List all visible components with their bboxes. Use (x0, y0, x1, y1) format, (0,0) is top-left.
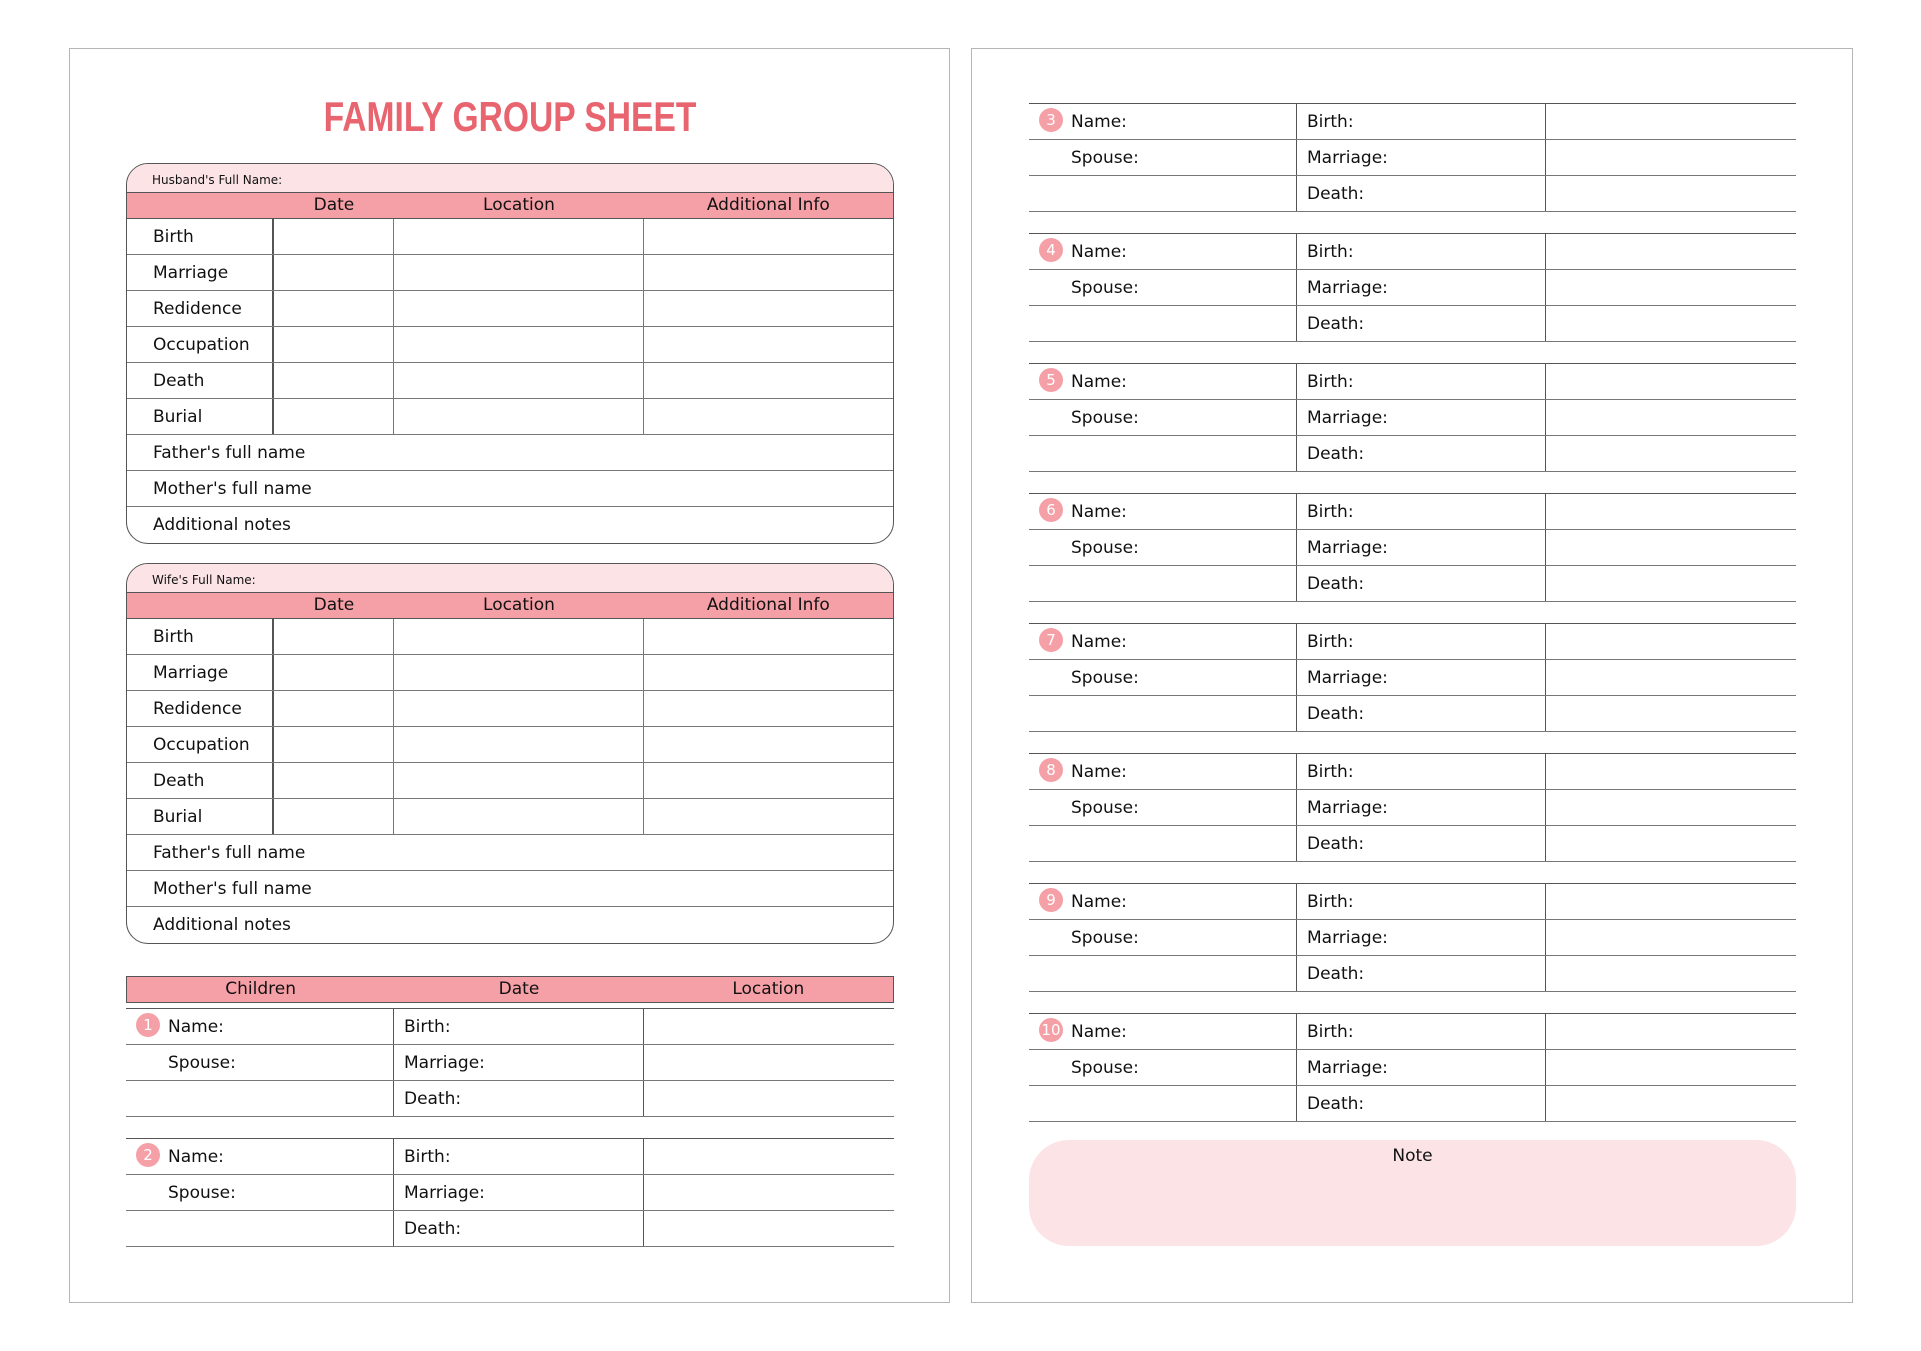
child-name-cell[interactable] (1029, 884, 1297, 919)
children-header-2: Location (732, 979, 805, 999)
wife-wide-row[interactable] (127, 907, 893, 943)
wife-row-birth (127, 619, 893, 655)
husband-row-label: Occupation (127, 327, 274, 362)
child-name-cell[interactable] (1029, 494, 1297, 529)
child-blank-cell[interactable] (1029, 306, 1297, 341)
wife-header-2: Additional Info (706, 595, 830, 615)
wife-cell[interactable] (394, 691, 643, 726)
child-number-badge: 8 (1039, 758, 1063, 782)
husband-cell[interactable] (274, 327, 395, 362)
child-value-cell[interactable] (1546, 566, 1796, 601)
child-number-badge: 1 (136, 1013, 160, 1037)
child-value-cell[interactable] (1546, 176, 1796, 211)
children-header-1: Date (498, 979, 540, 999)
child-row (1029, 1014, 1796, 1050)
child-marriage-label: Marriage: (1307, 1058, 1388, 1078)
husband-row-marriage (127, 255, 893, 291)
child-spouse-label: Spouse: (1071, 1058, 1139, 1078)
husband-row-label: Marriage (127, 255, 274, 290)
child-row (1029, 364, 1796, 400)
child-spouse-cell[interactable] (1029, 790, 1297, 825)
child-row (1029, 826, 1796, 862)
child-death-label: Death: (404, 1089, 462, 1109)
child-birth-cell[interactable] (394, 1139, 644, 1174)
husband-cell[interactable] (394, 219, 643, 254)
wife-cell[interactable] (644, 619, 893, 654)
child-value-cell[interactable] (1546, 826, 1796, 861)
children-header-0: Children (225, 979, 297, 999)
wife-header-row (127, 593, 893, 619)
child-value-cell[interactable] (1546, 530, 1796, 565)
wife-section (126, 563, 894, 944)
child-blank-cell[interactable] (1029, 826, 1297, 861)
child-value-cell[interactable] (1546, 790, 1796, 825)
child-value-cell[interactable] (1546, 270, 1796, 305)
child-entry-4 (1029, 233, 1796, 342)
child-death-cell[interactable] (1297, 306, 1546, 341)
child-name-label: Name: (168, 1017, 224, 1037)
child-birth-label: Birth: (1307, 632, 1354, 652)
husband-name-label: Husband's Full Name: (152, 173, 283, 187)
husband-wide-label: Mother's full name (153, 479, 312, 499)
wife-cell[interactable] (644, 691, 893, 726)
child-number-badge: 7 (1039, 628, 1063, 652)
child-value-cell[interactable] (1546, 1014, 1796, 1049)
child-spouse-label: Spouse: (1071, 408, 1139, 428)
child-birth-cell[interactable] (1297, 364, 1546, 399)
child-death-cell[interactable] (1297, 436, 1546, 471)
husband-row-label: Burial (127, 399, 274, 434)
wife-wide-label: Additional notes (153, 915, 291, 935)
child-blank-cell[interactable] (126, 1211, 394, 1246)
husband-cell[interactable] (274, 255, 395, 290)
husband-row-redidence (127, 291, 893, 327)
child-death-cell[interactable] (1297, 696, 1546, 731)
child-row (1029, 660, 1796, 696)
child-value-cell[interactable] (644, 1175, 894, 1210)
child-marriage-cell[interactable] (394, 1045, 644, 1080)
child-value-cell[interactable] (1546, 1086, 1796, 1121)
child-birth-label: Birth: (404, 1017, 451, 1037)
child-value-cell[interactable] (1546, 104, 1796, 139)
child-name-label: Name: (1071, 112, 1127, 132)
child-marriage-cell[interactable] (1297, 140, 1546, 175)
wife-header-blank (127, 593, 274, 618)
child-spouse-cell[interactable] (1029, 140, 1297, 175)
husband-cell[interactable] (274, 399, 395, 434)
husband-cell[interactable] (274, 219, 395, 254)
wife-row-label: Burial (127, 799, 274, 834)
wife-header-0: Date (313, 595, 355, 615)
wife-cell[interactable] (274, 727, 395, 762)
child-spouse-cell[interactable] (126, 1045, 394, 1080)
child-birth-label: Birth: (1307, 502, 1354, 522)
child-marriage-label: Marriage: (1307, 928, 1388, 948)
child-birth-label: Birth: (1307, 1022, 1354, 1042)
child-value-cell[interactable] (1546, 920, 1796, 955)
child-blank-cell[interactable] (1029, 566, 1297, 601)
child-value-cell[interactable] (1546, 436, 1796, 471)
page-title: FAMILY GROUP SHEET (323, 93, 696, 140)
husband-cell[interactable] (274, 291, 395, 326)
child-value-cell[interactable] (1546, 1050, 1796, 1085)
child-value-cell[interactable] (644, 1139, 894, 1174)
child-name-label: Name: (1071, 372, 1127, 392)
child-value-cell[interactable] (1546, 400, 1796, 435)
child-row (1029, 566, 1796, 602)
child-name-label: Name: (1071, 892, 1127, 912)
child-value-cell[interactable] (1546, 494, 1796, 529)
wife-row-label: Redidence (127, 691, 274, 726)
wife-cell[interactable] (644, 655, 893, 690)
child-birth-label: Birth: (1307, 242, 1354, 262)
husband-row-occupation (127, 327, 893, 363)
child-value-cell[interactable] (1546, 696, 1796, 731)
child-blank-cell[interactable] (1029, 1086, 1297, 1121)
child-spouse-cell[interactable] (1029, 400, 1297, 435)
wife-cell[interactable] (394, 763, 643, 798)
child-spouse-cell[interactable] (1029, 530, 1297, 565)
child-spouse-label: Spouse: (1071, 538, 1139, 558)
wife-cell[interactable] (394, 655, 643, 690)
child-row (126, 1045, 894, 1081)
child-marriage-label: Marriage: (404, 1053, 485, 1073)
child-spouse-label: Spouse: (1071, 928, 1139, 948)
wife-wide-row[interactable] (127, 871, 893, 907)
child-row (1029, 530, 1796, 566)
child-row (1029, 1050, 1796, 1086)
child-spouse-cell[interactable] (1029, 660, 1297, 695)
husband-header-1: Location (483, 195, 555, 215)
child-value-cell[interactable] (1546, 624, 1796, 659)
child-blank-cell[interactable] (1029, 696, 1297, 731)
child-name-cell[interactable] (126, 1009, 394, 1044)
child-row (1029, 306, 1796, 342)
child-spouse-cell[interactable] (1029, 920, 1297, 955)
child-row (126, 1175, 894, 1211)
child-value-cell[interactable] (644, 1009, 894, 1044)
child-value-cell[interactable] (644, 1081, 894, 1116)
child-birth-label: Birth: (1307, 112, 1354, 132)
husband-header-0: Date (313, 195, 355, 215)
child-death-cell[interactable] (1297, 176, 1546, 211)
child-birth-label: Birth: (404, 1147, 451, 1167)
child-name-cell[interactable] (1029, 104, 1297, 139)
child-marriage-label: Marriage: (1307, 538, 1388, 558)
child-death-label: Death: (1307, 444, 1365, 464)
child-spouse-label: Spouse: (168, 1053, 236, 1073)
child-row (1029, 790, 1796, 826)
child-spouse-cell[interactable] (1029, 270, 1297, 305)
wife-cell[interactable] (274, 655, 395, 690)
child-birth-cell[interactable] (1297, 234, 1546, 269)
child-row (126, 1211, 894, 1247)
child-row (1029, 696, 1796, 732)
child-number-badge: 3 (1039, 108, 1063, 132)
child-row (1029, 754, 1796, 790)
child-value-cell[interactable] (644, 1211, 894, 1246)
child-spouse-label: Spouse: (1071, 668, 1139, 688)
wife-name-field[interactable] (127, 564, 893, 593)
child-death-cell[interactable] (394, 1211, 644, 1246)
wife-cell[interactable] (394, 619, 643, 654)
child-row (1029, 624, 1796, 660)
child-value-cell[interactable] (1546, 140, 1796, 175)
child-birth-label: Birth: (1307, 372, 1354, 392)
child-value-cell[interactable] (1546, 306, 1796, 341)
child-number-badge: 6 (1039, 498, 1063, 522)
child-row (1029, 270, 1796, 306)
husband-cell[interactable] (394, 291, 643, 326)
child-marriage-cell[interactable] (1297, 920, 1546, 955)
child-name-label: Name: (1071, 502, 1127, 522)
child-marriage-cell[interactable] (1297, 400, 1546, 435)
husband-wide-label: Father's full name (153, 443, 306, 463)
wife-cell[interactable] (274, 763, 395, 798)
child-row (1029, 104, 1796, 140)
child-name-cell[interactable] (1029, 624, 1297, 659)
wife-header-1: Location (483, 595, 555, 615)
child-marriage-cell[interactable] (394, 1175, 644, 1210)
child-birth-cell[interactable] (1297, 104, 1546, 139)
child-name-label: Name: (1071, 762, 1127, 782)
child-death-label: Death: (1307, 964, 1365, 984)
child-entry-8 (1029, 753, 1796, 862)
child-number-badge: 5 (1039, 368, 1063, 392)
husband-header-blank (127, 193, 274, 218)
husband-section (126, 163, 894, 544)
husband-cell[interactable] (644, 399, 893, 434)
wife-row-label: Death (127, 763, 274, 798)
child-name-cell[interactable] (1029, 364, 1297, 399)
child-spouse-cell[interactable] (1029, 1050, 1297, 1085)
child-name-label: Name: (1071, 242, 1127, 262)
child-marriage-cell[interactable] (1297, 270, 1546, 305)
child-value-cell[interactable] (1546, 364, 1796, 399)
wife-wide-label: Mother's full name (153, 879, 312, 899)
child-birth-label: Birth: (1307, 892, 1354, 912)
child-row (1029, 436, 1796, 472)
child-death-label: Death: (1307, 574, 1365, 594)
child-entry-3 (1029, 103, 1796, 212)
child-row (1029, 176, 1796, 212)
child-death-cell[interactable] (1297, 566, 1546, 601)
husband-cell[interactable] (394, 327, 643, 362)
husband-cell[interactable] (274, 363, 395, 398)
child-row (1029, 234, 1796, 270)
child-death-label: Death: (1307, 704, 1365, 724)
child-death-cell[interactable] (1297, 826, 1546, 861)
child-marriage-label: Marriage: (404, 1183, 485, 1203)
wife-cell[interactable] (274, 691, 395, 726)
child-spouse-cell[interactable] (126, 1175, 394, 1210)
husband-row-burial (127, 399, 893, 435)
child-spouse-label: Spouse: (1071, 278, 1139, 298)
child-row (1029, 400, 1796, 436)
wife-row-redidence (127, 691, 893, 727)
wife-wide-label: Father's full name (153, 843, 306, 863)
husband-row-label: Birth (127, 219, 274, 254)
child-entry-9 (1029, 883, 1796, 992)
child-row (126, 1139, 894, 1175)
child-row (126, 1009, 894, 1045)
husband-wide-row[interactable] (127, 435, 893, 471)
wife-row-death (127, 763, 893, 799)
child-value-cell[interactable] (1546, 956, 1796, 991)
child-spouse-label: Spouse: (168, 1183, 236, 1203)
wife-row-burial (127, 799, 893, 835)
child-birth-cell[interactable] (1297, 884, 1546, 919)
child-death-cell[interactable] (1297, 1086, 1546, 1121)
child-name-label: Name: (1071, 632, 1127, 652)
husband-cell[interactable] (644, 327, 893, 362)
child-name-cell[interactable] (126, 1139, 394, 1174)
wife-cell[interactable] (274, 799, 395, 834)
child-marriage-label: Marriage: (1307, 798, 1388, 818)
child-marriage-label: Marriage: (1307, 278, 1388, 298)
wife-row-label: Occupation (127, 727, 274, 762)
wife-row-marriage (127, 655, 893, 691)
husband-name-field[interactable] (127, 164, 893, 193)
child-name-label: Name: (1071, 1022, 1127, 1042)
child-marriage-label: Marriage: (1307, 668, 1388, 688)
husband-row-label: Death (127, 363, 274, 398)
child-death-label: Death: (1307, 834, 1365, 854)
wife-row-label: Birth (127, 619, 274, 654)
wife-wide-row[interactable] (127, 835, 893, 871)
child-entry-1 (126, 1008, 894, 1117)
child-row (1029, 956, 1796, 992)
child-marriage-label: Marriage: (1307, 148, 1388, 168)
husband-row-death (127, 363, 893, 399)
wife-cell[interactable] (644, 763, 893, 798)
child-row (1029, 884, 1796, 920)
child-death-label: Death: (1307, 184, 1365, 204)
wife-cell[interactable] (274, 619, 395, 654)
child-birth-cell[interactable] (1297, 494, 1546, 529)
child-entry-10 (1029, 1013, 1796, 1122)
husband-cell[interactable] (644, 363, 893, 398)
child-value-cell[interactable] (644, 1045, 894, 1080)
child-row (1029, 920, 1796, 956)
child-blank-cell[interactable] (1029, 436, 1297, 471)
child-entry-5 (1029, 363, 1796, 472)
husband-cell[interactable] (644, 255, 893, 290)
child-name-cell[interactable] (1029, 234, 1297, 269)
wife-cell[interactable] (644, 727, 893, 762)
child-blank-cell[interactable] (1029, 956, 1297, 991)
child-birth-cell[interactable] (394, 1009, 644, 1044)
child-entry-7 (1029, 623, 1796, 732)
child-death-label: Death: (1307, 314, 1365, 334)
child-death-label: Death: (404, 1219, 462, 1239)
child-value-cell[interactable] (1546, 234, 1796, 269)
child-row (1029, 494, 1796, 530)
husband-cell[interactable] (394, 399, 643, 434)
child-value-cell[interactable] (1546, 754, 1796, 789)
page-title-wrap (69, 92, 950, 142)
child-blank-cell[interactable] (126, 1081, 394, 1116)
child-spouse-label: Spouse: (1071, 148, 1139, 168)
child-number-badge: 4 (1039, 238, 1063, 262)
note-box[interactable] (1029, 1140, 1796, 1246)
child-marriage-cell[interactable] (1297, 1050, 1546, 1085)
child-death-cell[interactable] (1297, 956, 1546, 991)
husband-header-row (127, 193, 893, 219)
child-row (1029, 1086, 1796, 1122)
child-name-label: Name: (168, 1147, 224, 1167)
child-row (1029, 140, 1796, 176)
husband-wide-row[interactable] (127, 471, 893, 507)
child-birth-label: Birth: (1307, 762, 1354, 782)
child-number-badge: 9 (1039, 888, 1063, 912)
child-entry-6 (1029, 493, 1796, 602)
child-blank-cell[interactable] (1029, 176, 1297, 211)
child-marriage-label: Marriage: (1307, 408, 1388, 428)
note-label: Note (1392, 1146, 1433, 1166)
child-death-cell[interactable] (394, 1081, 644, 1116)
child-death-label: Death: (1307, 1094, 1365, 1114)
child-marriage-cell[interactable] (1297, 660, 1546, 695)
child-value-cell[interactable] (1546, 884, 1796, 919)
husband-cell[interactable] (394, 255, 643, 290)
husband-wide-row[interactable] (127, 507, 893, 543)
husband-row-birth (127, 219, 893, 255)
husband-cell[interactable] (394, 363, 643, 398)
children-header-row (126, 976, 894, 1003)
wife-row-occupation (127, 727, 893, 763)
wife-cell[interactable] (394, 799, 643, 834)
child-birth-cell[interactable] (1297, 1014, 1546, 1049)
wife-row-label: Marriage (127, 655, 274, 690)
child-birth-cell[interactable] (1297, 624, 1546, 659)
wife-cell[interactable] (644, 799, 893, 834)
child-entry-2 (126, 1138, 894, 1247)
husband-wide-label: Additional notes (153, 515, 291, 535)
wife-name-label: Wife's Full Name: (152, 573, 256, 587)
child-row (126, 1081, 894, 1117)
child-marriage-cell[interactable] (1297, 790, 1546, 825)
child-name-cell[interactable] (1029, 1014, 1297, 1049)
husband-cell[interactable] (644, 291, 893, 326)
child-marriage-cell[interactable] (1297, 530, 1546, 565)
child-number-badge: 10 (1039, 1018, 1063, 1042)
wife-cell[interactable] (394, 727, 643, 762)
child-name-cell[interactable] (1029, 754, 1297, 789)
child-number-badge: 2 (136, 1143, 160, 1167)
child-birth-cell[interactable] (1297, 754, 1546, 789)
husband-row-label: Redidence (127, 291, 274, 326)
husband-cell[interactable] (644, 219, 893, 254)
husband-header-2: Additional Info (706, 195, 830, 215)
child-spouse-label: Spouse: (1071, 798, 1139, 818)
child-value-cell[interactable] (1546, 660, 1796, 695)
